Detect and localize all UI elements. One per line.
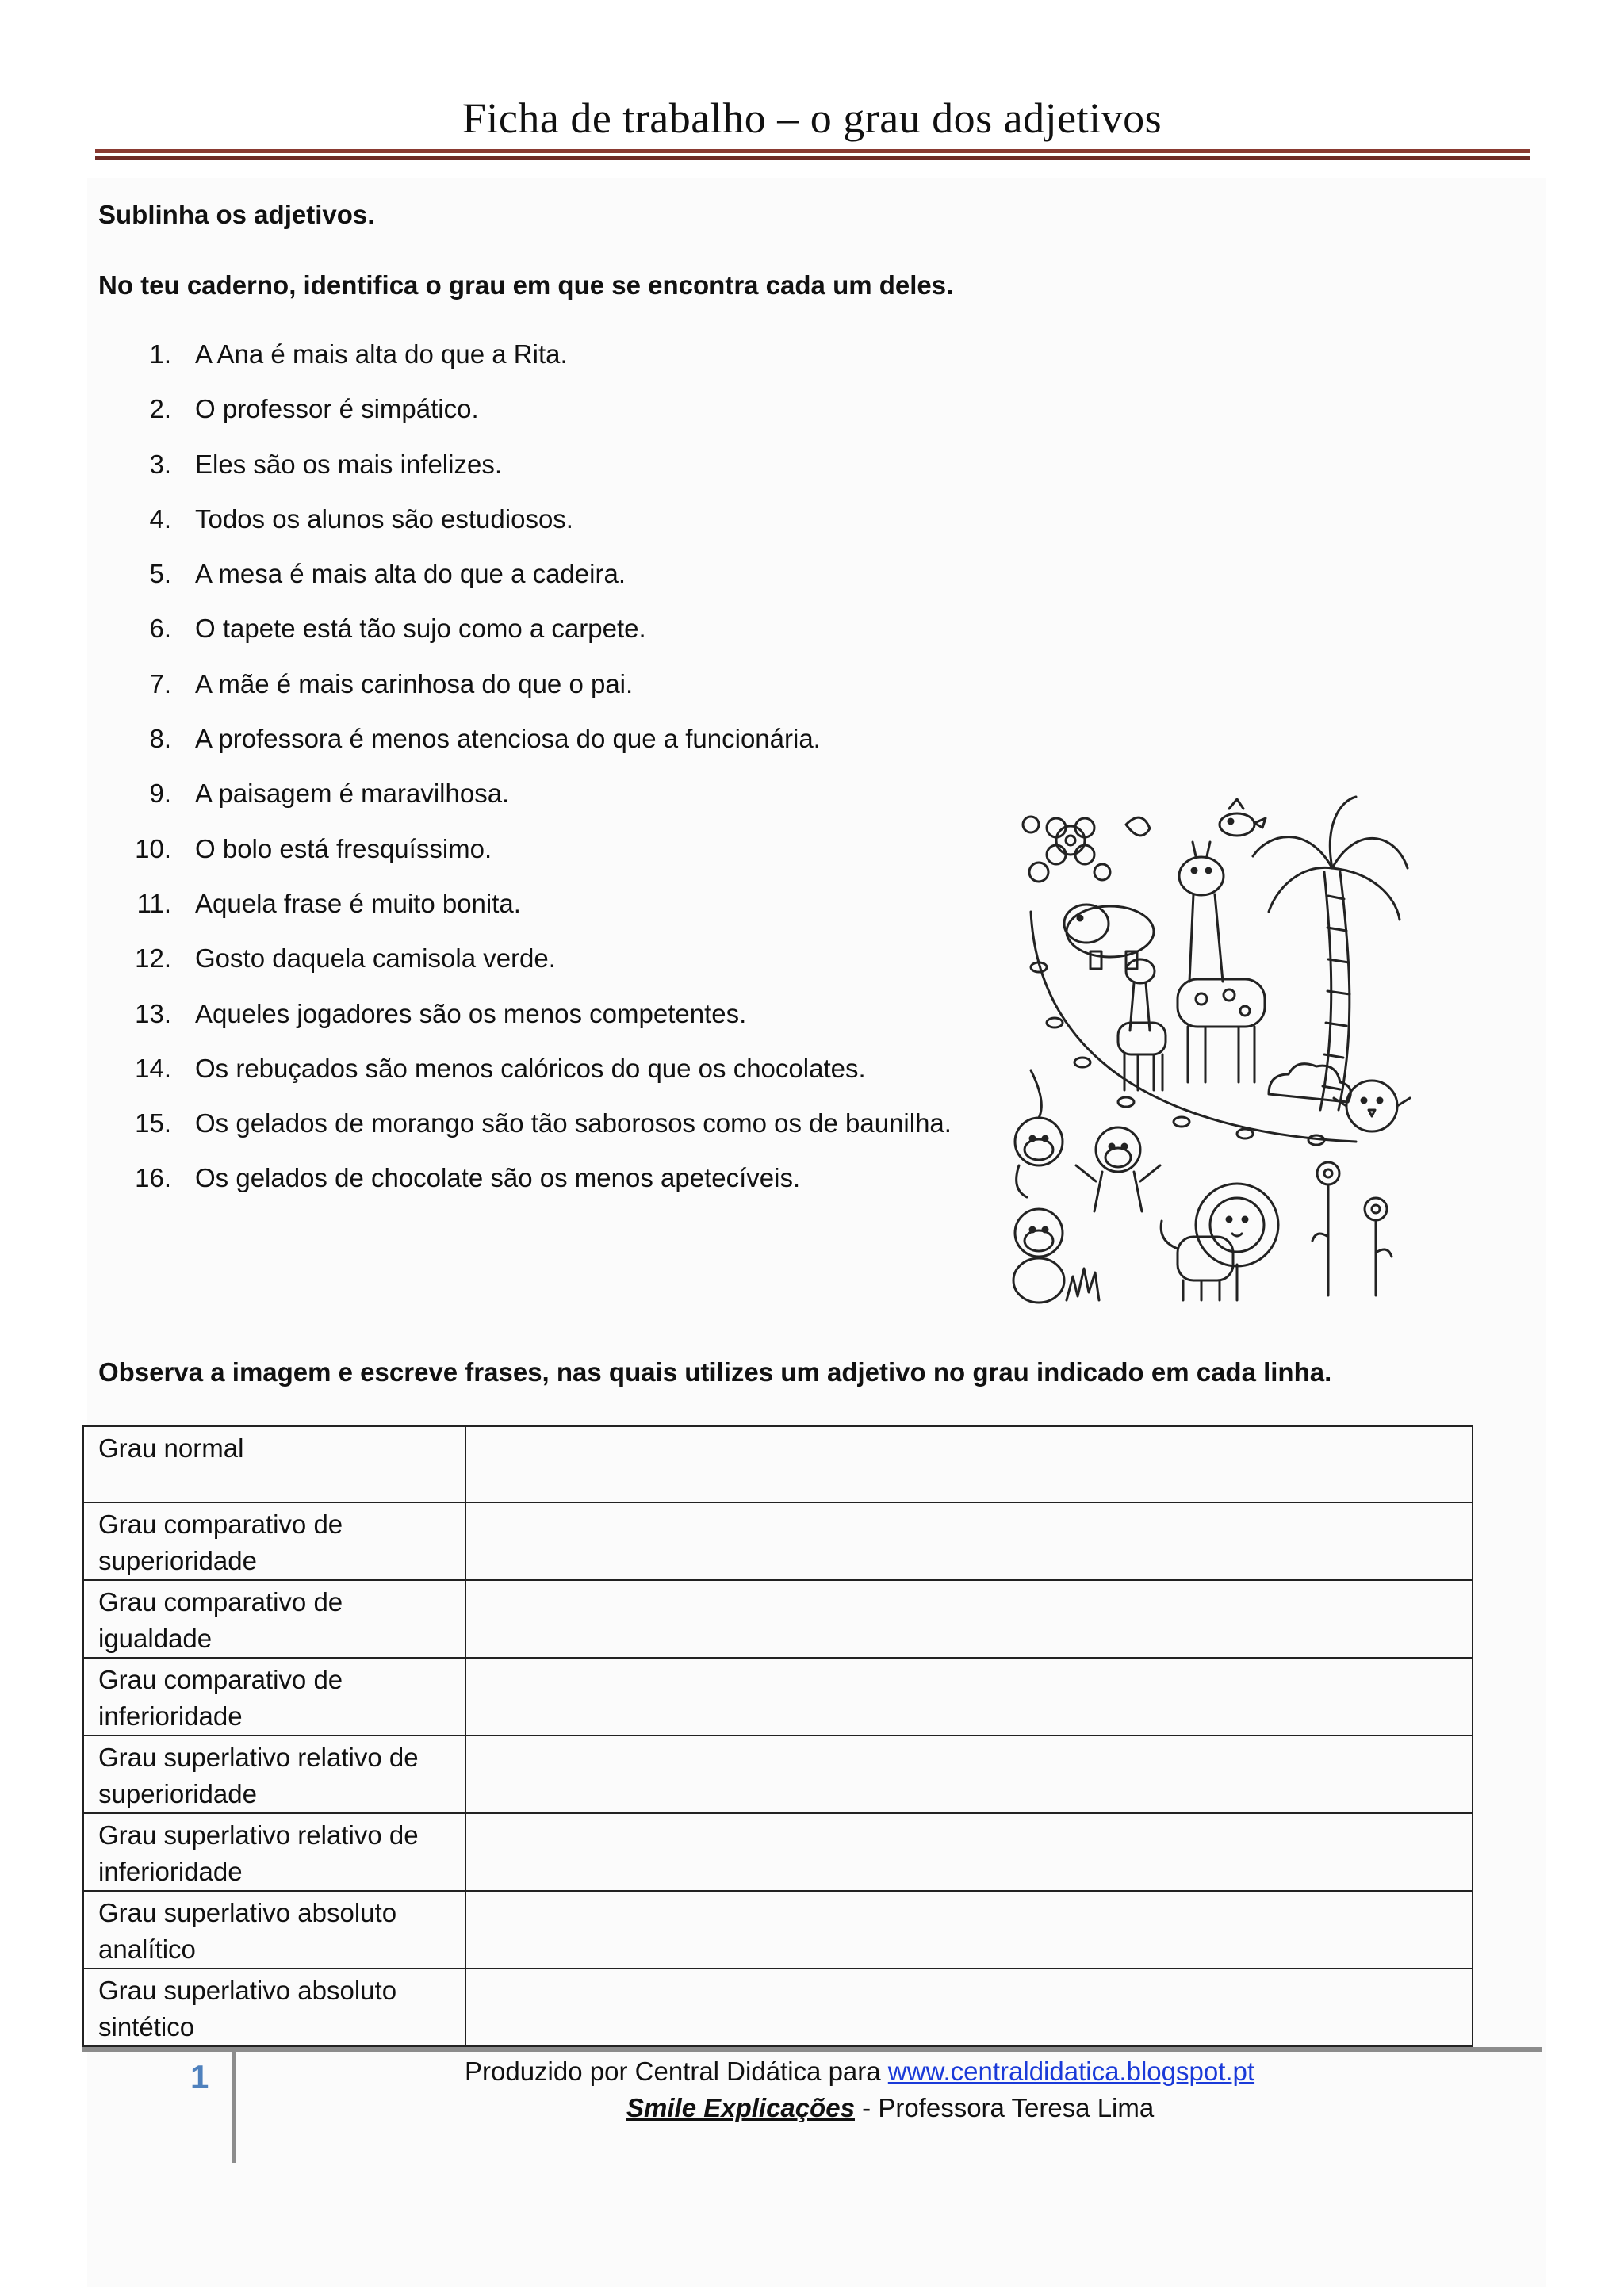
table-row	[83, 1813, 1473, 1891]
footer-rule	[82, 2047, 1542, 2052]
item-text: Todos os alunos são estudiosos.	[195, 503, 573, 534]
palm-tree-icon	[1253, 797, 1408, 1110]
item-number: 5.	[149, 559, 171, 589]
item-text: O bolo está fresquíssimo.	[195, 833, 492, 863]
item-text: O professor é simpático.	[195, 394, 479, 424]
item-text: Aquela frase é muito bonita.	[195, 888, 521, 918]
item-number: 9.	[149, 779, 171, 809]
answer-cell[interactable]	[465, 1891, 1473, 1969]
footer-brand-line	[626, 2093, 1154, 2123]
item-text: Os gelados de morango são tão saborosos como os de baunilha.	[195, 1108, 952, 1138]
footer-teacher: - Professora Teresa Lima	[862, 2093, 1155, 2122]
flower-stems-icon	[1312, 1162, 1392, 1295]
table-row	[83, 1891, 1473, 1969]
item-text: A Ana é mais alta do que a Rita.	[195, 339, 568, 369]
grade-label: Grau superlativo absoluto analítico	[83, 1891, 465, 1969]
item-number: 13.	[135, 998, 171, 1028]
item-number: 15.	[135, 1108, 171, 1138]
answer-cell[interactable]	[465, 1426, 1473, 1502]
grade-label: Grau comparativo de superioridade	[83, 1502, 465, 1580]
item-text: A paisagem é maravilhosa.	[195, 779, 510, 809]
item-number: 1.	[149, 339, 171, 369]
page-number: 1	[190, 2058, 209, 2095]
item-number: 3.	[149, 449, 171, 479]
item-number: 14.	[135, 1053, 171, 1083]
item-text: Os rebuçados são menos calóricos do que os chocolates.	[195, 1053, 866, 1083]
table-row	[83, 1658, 1473, 1735]
grade-label: Grau superlativo relativo de superioridade	[83, 1735, 465, 1813]
lion-icon	[1161, 1184, 1278, 1300]
item-number: 4.	[149, 503, 171, 534]
item-text: Os gelados de chocolate são os menos apetecíveis.	[195, 1163, 801, 1193]
item-text: A professora é menos atenciosa do que a funcionária.	[195, 724, 821, 754]
item-number: 11.	[136, 888, 171, 918]
jungle-animals-illustration	[1007, 793, 1419, 1308]
item-number: 2.	[149, 394, 171, 424]
bird-icon	[1220, 799, 1266, 836]
item-number: 8.	[149, 724, 171, 754]
grades-table	[82, 1425, 1473, 2047]
grade-label: Grau comparativo de igualdade	[83, 1580, 465, 1658]
flower-cluster-icon	[1023, 817, 1150, 882]
image-instruction: Observa a imagem e escreve frases, nas quais utilizes um adjetivo no grau indicado em cada linha.	[98, 1357, 1332, 1387]
item-number: 6.	[149, 614, 171, 644]
monkey-icon	[1013, 1070, 1160, 1303]
footer-divider	[232, 2052, 236, 2163]
instruction-identify: No teu caderno, identifica o grau em que se encontra cada um deles.	[98, 270, 954, 300]
table-row	[83, 1502, 1473, 1580]
footer-credit	[465, 2057, 1254, 2087]
leaf-icon	[1031, 962, 1324, 1145]
grade-label: Grau superlativo relativo de inferioridade	[83, 1813, 465, 1891]
item-number: 16.	[135, 1163, 171, 1193]
chick-icon	[1334, 1081, 1410, 1131]
answer-cell[interactable]	[465, 1813, 1473, 1891]
answer-cell[interactable]	[465, 1735, 1473, 1813]
item-number: 7.	[149, 668, 171, 698]
grass-icon	[1067, 1269, 1099, 1300]
table-row	[83, 1426, 1473, 1502]
item-number: 10.	[135, 833, 171, 863]
item-text: Aqueles jogadores são os menos competentes.	[195, 998, 747, 1028]
answer-cell[interactable]	[465, 1580, 1473, 1658]
item-text: A mãe é mais carinhosa do que o pai.	[195, 668, 634, 698]
item-text: Eles são os mais infelizes.	[195, 449, 502, 479]
footer-brand: Smile Explicações	[626, 2093, 855, 2122]
footer-produced-by: Produzido por Central Didática para	[465, 2057, 881, 2086]
grade-label: Grau comparativo de inferioridade	[83, 1658, 465, 1735]
item-text: Gosto daquela camisola verde.	[195, 943, 556, 974]
instruction-underline: Sublinha os adjetivos.	[98, 200, 375, 229]
grade-label: Grau normal	[83, 1426, 465, 1502]
answer-cell[interactable]	[465, 1658, 1473, 1735]
cloud-icon	[1269, 1064, 1350, 1102]
item-number: 12.	[135, 943, 171, 974]
giraffe-icon	[1178, 842, 1265, 1082]
table-row	[83, 1580, 1473, 1658]
page-title: Ficha de trabalho – o grau dos adjetivos	[462, 94, 1162, 142]
answer-cell[interactable]	[465, 1969, 1473, 2046]
item-text: A mesa é mais alta do que a cadeira.	[195, 559, 626, 589]
answer-cell[interactable]	[465, 1502, 1473, 1580]
table-row	[83, 1969, 1473, 2046]
title-rule	[95, 149, 1530, 153]
item-text: O tapete está tão sujo como a carpete.	[195, 614, 646, 644]
grade-label: Grau superlativo absoluto sintético	[83, 1969, 465, 2046]
table-row	[83, 1735, 1473, 1813]
title-rule-lower	[95, 156, 1530, 160]
footer-link[interactable]: www.centraldidatica.blogspot.pt	[887, 2057, 1255, 2086]
baby-giraffe-icon	[1118, 959, 1166, 1090]
